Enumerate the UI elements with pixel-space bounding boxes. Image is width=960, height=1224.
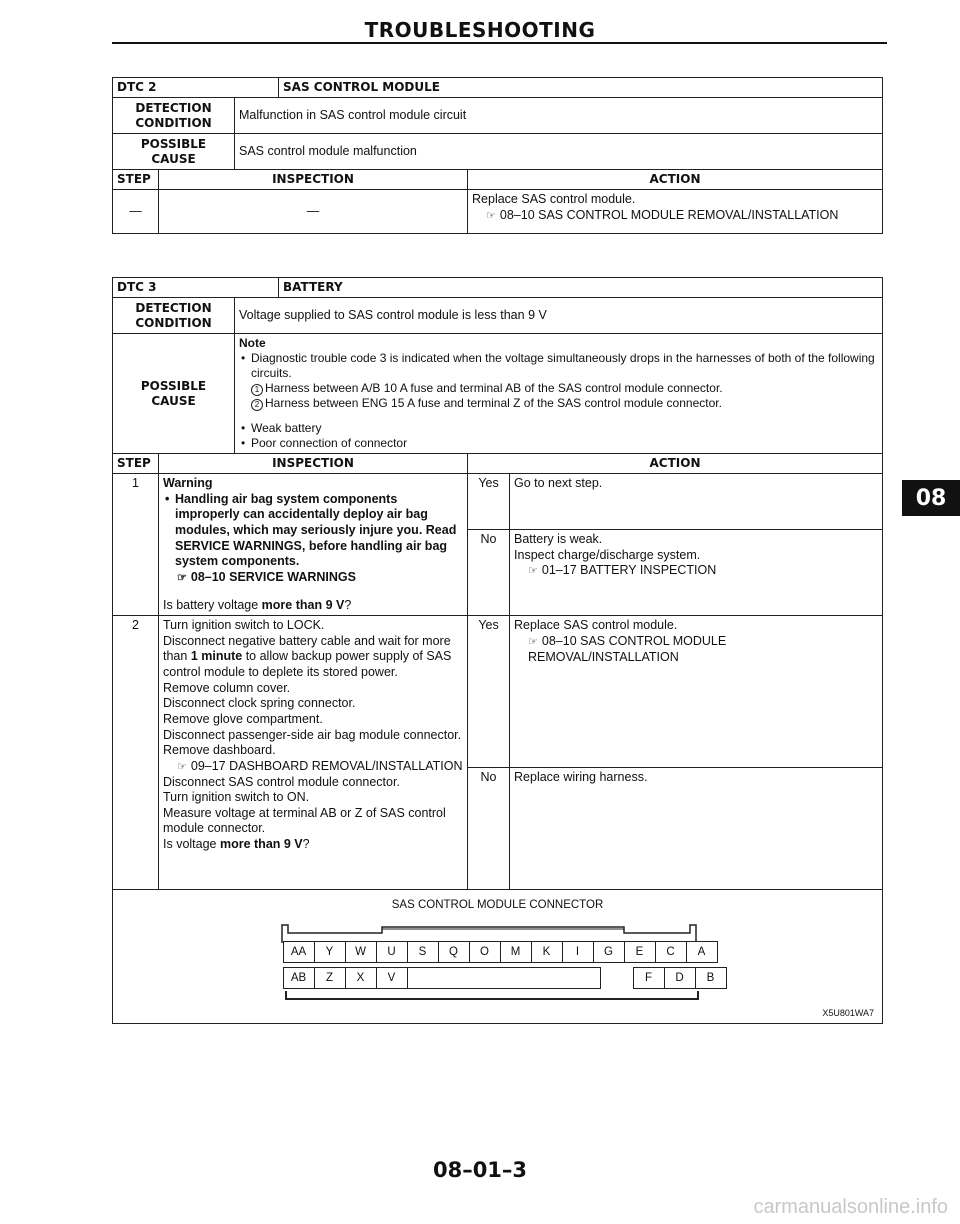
section-tab: 08	[902, 480, 960, 516]
step1-yes-action: Go to next step.	[510, 474, 883, 530]
terminal-AA: AA	[283, 941, 315, 963]
terminal-E: E	[624, 941, 656, 963]
dtc3-detection-label: DETECTION CONDITION	[113, 298, 235, 334]
terminal-K: K	[531, 941, 563, 963]
terminal-X: X	[345, 967, 377, 989]
cause-bullet-2: • Poor connection of connector	[239, 436, 878, 451]
dtc2-action-header: ACTION	[468, 170, 883, 190]
step1-warning-reference: ☞ 08–10 SERVICE WARNINGS	[177, 569, 356, 584]
dtc2-action-reference: ☞ 08–10 SAS CONTROL MODULE REMOVAL/INSTALLATION	[486, 207, 839, 222]
circuit-2: 2 Harness between ENG 15 A fuse and terminal Z of the SAS control module connector.	[239, 396, 878, 411]
terminal-V: V	[376, 967, 408, 989]
terminal-C: C	[655, 941, 687, 963]
terminal-AB: AB	[283, 967, 315, 989]
dtc2-detection-label: DETECTION CONDITION	[113, 98, 235, 134]
dtc3-action-header: ACTION	[468, 454, 883, 474]
step2-no-label: No	[468, 768, 510, 890]
circuit-1: 1 Harness between A/B 10 A fuse and terminal AB of the SAS control module connector.	[239, 381, 878, 396]
step1-warning-text: • Handling air bag system components improperly can accidentally deploy air bag modules, which may seriously injure you. Read SERVICE WARNINGS, before handling air bag system components.	[163, 492, 463, 570]
terminal-U: U	[376, 941, 408, 963]
terminal-Q: Q	[438, 941, 470, 963]
terminal-O: O	[469, 941, 501, 963]
dtc2-code: DTC 2	[113, 78, 279, 98]
reference-icon: ☞	[177, 571, 187, 584]
connector-figure-cell	[113, 890, 883, 1024]
step2-inspection: Turn ignition switch to LOCK. Disconnect negative battery cable and wait for more than 1 minute to allow backup power supply of SAS control module to deplete its stored power. Remove column cover. Disconnect clock spring connector. Remove glove compartment. Disconnect passenger-side air bag module connector. Remove dashboard. ☞ 09–17 DASHBOARD REMOVAL/INSTALLATION Disconnect SAS control module connector. Turn ignition switch to ON. Measure voltage at terminal AB or Z of SAS control module connector. Is voltage more than 9 V?	[159, 616, 468, 890]
connector-title: SAS CONTROL MODULE CONNECTOR	[391, 899, 604, 912]
terminal-B: B	[695, 967, 727, 989]
connector-diagram	[278, 919, 718, 1003]
step1-number: 1	[113, 474, 159, 616]
reference-icon: ☞	[177, 760, 187, 773]
step1-no-action: Battery is weak. Inspect charge/discharge system. ☞ 01–17 BATTERY INSPECTION	[510, 530, 883, 616]
connector-top-row	[284, 941, 718, 963]
dtc2-table	[112, 77, 883, 234]
step2-no-action: Replace wiring harness.	[510, 768, 883, 890]
dtc2-name: SAS CONTROL MODULE	[279, 78, 883, 98]
reference-icon: ☞	[528, 635, 538, 648]
step2-number: 2	[113, 616, 159, 890]
title-rule	[112, 42, 887, 44]
terminal-F: F	[633, 967, 665, 989]
terminal-Z: Z	[314, 967, 346, 989]
connector-bottom-row	[284, 967, 727, 989]
terminal-M: M	[500, 941, 532, 963]
figure-id: X5U801WA7	[822, 1007, 875, 1018]
dtc3-cause-cell	[235, 334, 883, 454]
terminal-A: A	[686, 941, 718, 963]
note-title: Note	[239, 336, 266, 350]
dtc2-inspection-cell: —	[159, 190, 468, 234]
dtc2-inspection-header: INSPECTION	[159, 170, 468, 190]
dtc2-step-header: STEP	[113, 170, 159, 190]
terminal-I: I	[562, 941, 594, 963]
terminal-G: G	[593, 941, 625, 963]
step2-yes-label: Yes	[468, 616, 510, 768]
circled-one: 1	[251, 384, 263, 396]
dtc3-step-header: STEP	[113, 454, 159, 474]
dtc3-cause-label: POSSIBLE CAUSE	[113, 334, 235, 454]
page-number: 08–01–3	[432, 1158, 528, 1182]
dtc3-code: DTC 3	[113, 278, 279, 298]
dtc2-cause-label: POSSIBLE CAUSE	[113, 134, 235, 170]
step2-yes-reference: ☞ 08–10 SAS CONTROL MODULE REMOVAL/INSTALLATION	[528, 633, 727, 664]
dtc3-name: BATTERY	[279, 278, 883, 298]
dtc2-action-cell	[468, 190, 883, 234]
step2-question: Is voltage more than 9 V?	[163, 837, 310, 851]
dtc2-detection-text: Malfunction in SAS control module circuit	[235, 98, 883, 134]
dtc2-action-text: Replace SAS control module.	[472, 192, 636, 206]
terminal-S: S	[407, 941, 439, 963]
connector-gap	[600, 967, 634, 989]
dtc3-inspection-header: INSPECTION	[159, 454, 468, 474]
step2-inspection-reference: ☞ 09–17 DASHBOARD REMOVAL/INSTALLATION	[177, 758, 463, 773]
step1-warning-title: Warning	[163, 476, 213, 490]
dtc2-step-cell: —	[113, 190, 159, 234]
note-bullet: • Diagnostic trouble code 3 is indicated when the voltage simultaneously drops in the harnesses of both of the following circuits.	[239, 351, 878, 381]
reference-icon: ☞	[486, 209, 496, 222]
dtc3-table	[112, 277, 883, 1024]
connector-blank-area	[407, 967, 601, 989]
cause-bullet-1: • Weak battery	[239, 421, 878, 436]
terminal-W: W	[345, 941, 377, 963]
step1-yes-label: Yes	[468, 474, 510, 530]
dtc3-detection-text: Voltage supplied to SAS control module is less than 9 V	[235, 298, 883, 334]
page-title: TROUBLESHOOTING	[364, 18, 596, 42]
circled-two: 2	[251, 399, 263, 411]
terminal-D: D	[664, 967, 696, 989]
dtc2-cause-text: SAS control module malfunction	[235, 134, 883, 170]
step1-no-reference: ☞ 01–17 BATTERY INSPECTION	[528, 563, 717, 578]
reference-icon: ☞	[528, 565, 538, 578]
step1-inspection	[159, 474, 468, 616]
step1-question: Is battery voltage more than 9 V?	[163, 597, 352, 612]
site-watermark: carmanualsonline.info	[753, 1196, 948, 1218]
terminal-Y: Y	[314, 941, 346, 963]
step1-no-label: No	[468, 530, 510, 616]
step2-yes-action: Replace SAS control module. ☞ 08–10 SAS CONTROL MODULE REMOVAL/INSTALLATION	[510, 616, 883, 768]
